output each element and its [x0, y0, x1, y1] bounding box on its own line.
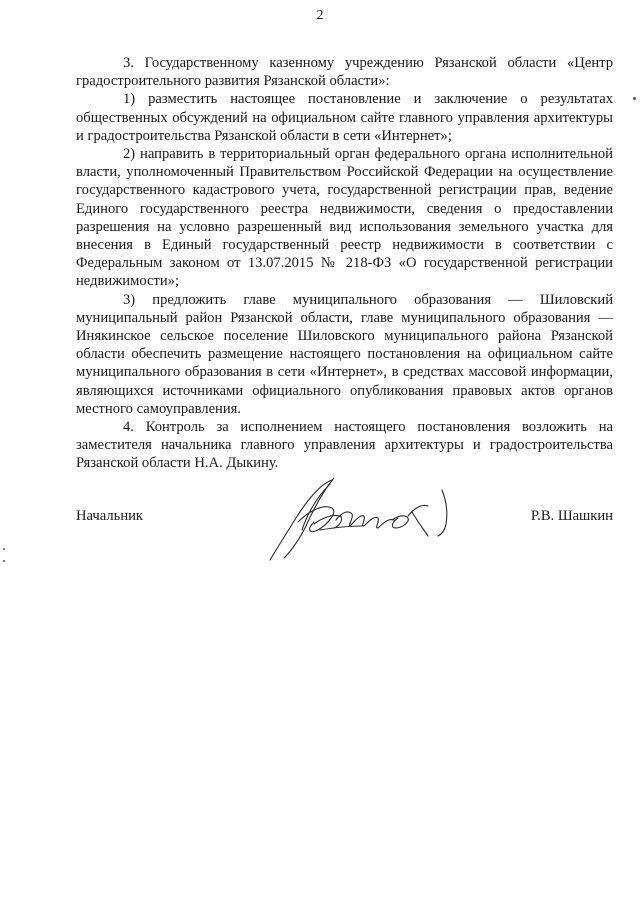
page-number: 2 [316, 8, 324, 23]
scan-speck [633, 97, 636, 100]
paragraph-item-4: 4. Контроль за исполнением настоящего постановления возложить на заместителя начальника главного управления архитектуры и градостроительства Рязанской области Н.А. Дыкину. [76, 419, 613, 472]
signer-name: Р.В. Шашкин [530, 508, 613, 524]
handwritten-signature [262, 472, 467, 564]
scan-speck [3, 548, 5, 550]
subparagraph-1: 1) разместить настоящее постановление и заключение о результатах общественных обсуждений на официальном сайте главного управления архитектуры и градостроительства Рязанской области в сети «Интернет»; [76, 91, 613, 144]
document-body [76, 54, 613, 473]
subparagraph-2: 2) направить в территориальный орган федерального органа исполнительной власти, уполномоченный Правительством Российской Федерации на осуществление государственного кадастрового учета, государственной регистрации прав, ведение Единого государственного реестра недвижимости, сведения о предоставлении разрешения на условно разрешенный вид использования земельного участка для внесения в Единый государственный реестр недвижимости в соответствии с Федеральным законом от 13.07.2015 № 218-ФЗ «О государственной регистрации недвижимости»; [76, 146, 613, 290]
signer-title: Начальник [76, 508, 144, 524]
paragraph-item-3: 3. Государственному казенному учреждению Рязанской области «Центр градостроительного развития Рязанской области»: [76, 55, 613, 90]
scan-speck [3, 560, 5, 562]
subparagraph-3: 3) предложить главе муниципального образования — Шиловский муниципальный район Рязанской области, главе муниципального образования — Инякинское сельское поселение Шиловского муниципального района Рязанской области обеспечить размещение настоящего постановления на официальном сайте муниципального образования в сети «Интернет», в средствах массовой информации, являющихся источниками официального опубликования правовых актов органов местного самоуправления. [76, 291, 613, 417]
